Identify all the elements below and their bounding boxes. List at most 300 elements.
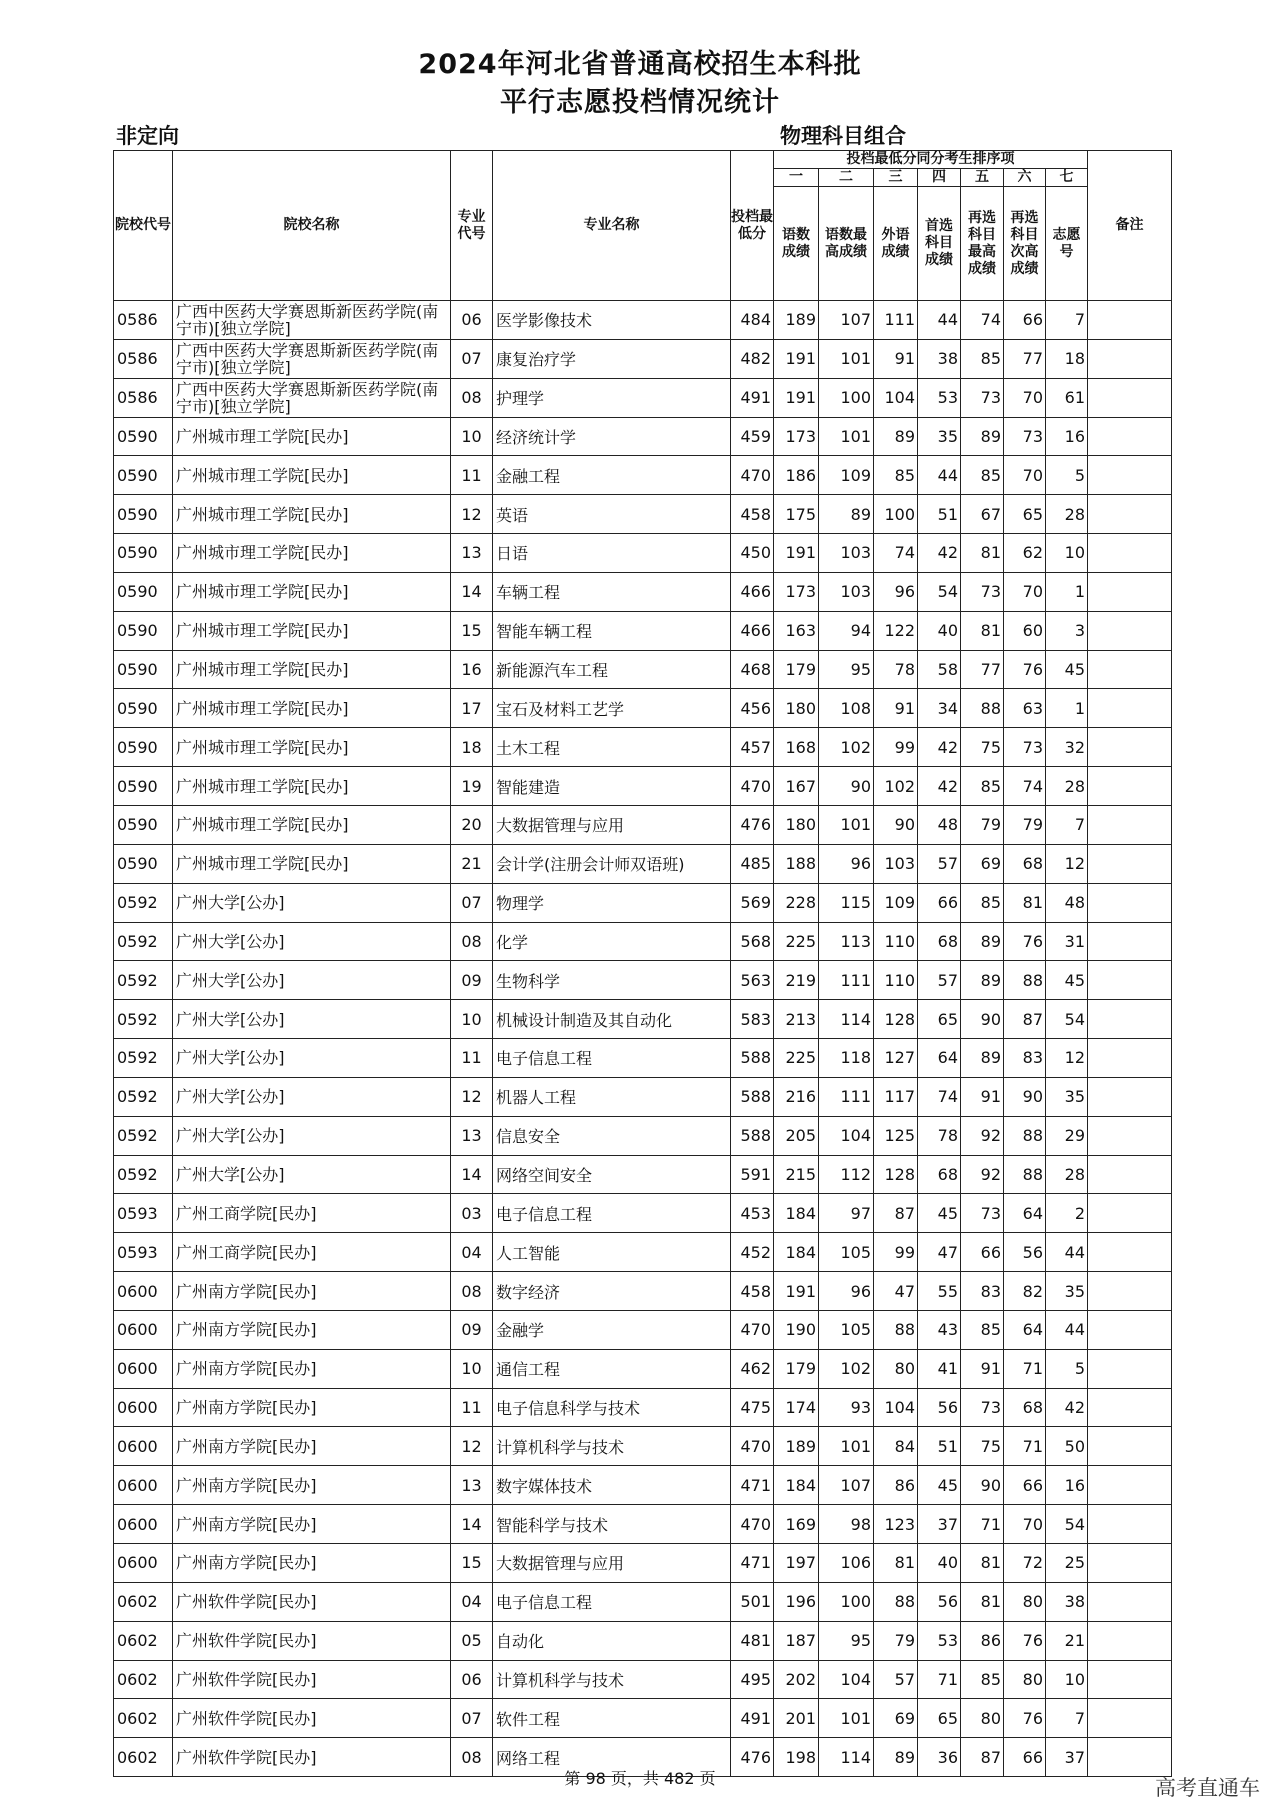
cell-rank-2: 100 xyxy=(819,1582,874,1621)
cell-rank-7: 38 xyxy=(1046,1582,1088,1621)
cell-min-score: 452 xyxy=(731,1233,774,1272)
cell-rank-2: 103 xyxy=(819,572,874,611)
subject-group-label: 物理科目组合 xyxy=(780,124,906,148)
cell-rank-4: 68 xyxy=(918,922,961,961)
cell-major-code: 12 xyxy=(451,495,493,534)
cell-school-name: 广州南方学院[民办] xyxy=(173,1544,451,1583)
cell-min-score: 569 xyxy=(731,883,774,922)
cell-min-score: 459 xyxy=(731,417,774,456)
cell-rank-1: 205 xyxy=(774,1116,819,1155)
cell-rank-3: 111 xyxy=(874,301,918,340)
cell-min-score: 458 xyxy=(731,1272,774,1311)
header-min-score: 投档最低分 xyxy=(731,151,774,301)
cell-min-score: 495 xyxy=(731,1660,774,1699)
cell-rank-2: 100 xyxy=(819,378,874,417)
cell-school-code: 0590 xyxy=(114,456,173,495)
cell-rank-6: 70 xyxy=(1004,1505,1046,1544)
table-row xyxy=(114,805,1172,844)
cell-rank-5: 90 xyxy=(961,1000,1004,1039)
cell-rank-2: 90 xyxy=(819,767,874,806)
header-rank-2: 二 xyxy=(819,169,874,187)
cell-rank-2: 96 xyxy=(819,1272,874,1311)
cell-major-name: 机器人工程 xyxy=(493,1077,731,1116)
header-rank-item-2: 语数最高成绩 xyxy=(819,187,874,301)
cell-rank-4: 45 xyxy=(918,1194,961,1233)
cell-rank-3: 110 xyxy=(874,922,918,961)
cell-rank-4: 71 xyxy=(918,1660,961,1699)
cell-school-name: 广州南方学院[民办] xyxy=(173,1427,451,1466)
cell-major-name: 机械设计制造及其自动化 xyxy=(493,1000,731,1039)
cell-rank-2: 115 xyxy=(819,883,874,922)
cell-school-code: 0602 xyxy=(114,1621,173,1660)
cell-major-code: 13 xyxy=(451,1116,493,1155)
cell-rank-7: 45 xyxy=(1046,961,1088,1000)
cell-remark xyxy=(1088,1427,1172,1466)
cell-school-code: 0600 xyxy=(114,1310,173,1349)
cell-rank-7: 35 xyxy=(1046,1272,1088,1311)
cell-rank-6: 63 xyxy=(1004,689,1046,728)
cell-major-code: 14 xyxy=(451,572,493,611)
cell-rank-1: 184 xyxy=(774,1233,819,1272)
cell-school-name: 广州软件学院[民办] xyxy=(173,1621,451,1660)
cell-rank-6: 65 xyxy=(1004,495,1046,534)
cell-min-score: 457 xyxy=(731,728,774,767)
cell-rank-5: 83 xyxy=(961,1272,1004,1311)
cell-min-score: 588 xyxy=(731,1116,774,1155)
cell-rank-2: 112 xyxy=(819,1155,874,1194)
cell-min-score: 470 xyxy=(731,456,774,495)
cell-school-name: 广州城市理工学院[民办] xyxy=(173,572,451,611)
cell-rank-2: 89 xyxy=(819,495,874,534)
cell-rank-6: 77 xyxy=(1004,339,1046,378)
cell-rank-7: 7 xyxy=(1046,301,1088,340)
cell-rank-4: 42 xyxy=(918,534,961,573)
cell-school-name: 广州南方学院[民办] xyxy=(173,1272,451,1311)
cell-rank-4: 42 xyxy=(918,728,961,767)
table-row xyxy=(114,1466,1172,1505)
cell-school-code: 0590 xyxy=(114,495,173,534)
cell-remark xyxy=(1088,339,1172,378)
cell-school-name: 广州南方学院[民办] xyxy=(173,1310,451,1349)
cell-school-code: 0593 xyxy=(114,1194,173,1233)
cell-rank-4: 38 xyxy=(918,339,961,378)
cell-rank-2: 104 xyxy=(819,1660,874,1699)
cell-rank-1: 163 xyxy=(774,611,819,650)
cell-remark xyxy=(1088,1699,1172,1738)
cell-rank-1: 191 xyxy=(774,1272,819,1311)
cell-remark xyxy=(1088,844,1172,883)
cell-rank-7: 7 xyxy=(1046,805,1088,844)
cell-rank-2: 118 xyxy=(819,1039,874,1078)
cell-remark xyxy=(1088,378,1172,417)
cell-rank-3: 104 xyxy=(874,1388,918,1427)
cell-major-code: 15 xyxy=(451,1544,493,1583)
cell-min-score: 476 xyxy=(731,805,774,844)
cell-rank-1: 173 xyxy=(774,417,819,456)
cell-major-name: 数字媒体技术 xyxy=(493,1466,731,1505)
table-row xyxy=(114,417,1172,456)
cell-rank-4: 34 xyxy=(918,689,961,728)
cell-rank-6: 81 xyxy=(1004,883,1046,922)
cell-min-score: 484 xyxy=(731,301,774,340)
cell-rank-3: 79 xyxy=(874,1621,918,1660)
cell-school-name: 广州城市理工学院[民办] xyxy=(173,456,451,495)
cell-remark xyxy=(1088,1505,1172,1544)
cell-major-name: 车辆工程 xyxy=(493,572,731,611)
cell-school-code: 0586 xyxy=(114,339,173,378)
cell-min-score: 470 xyxy=(731,1310,774,1349)
cell-rank-3: 109 xyxy=(874,883,918,922)
cell-school-name: 广西中医药大学赛恩斯新医药学院(南宁市)[独立学院] xyxy=(173,378,451,417)
cell-remark xyxy=(1088,767,1172,806)
cell-major-name: 宝石及材料工艺学 xyxy=(493,689,731,728)
cell-rank-1: 216 xyxy=(774,1077,819,1116)
cell-rank-5: 89 xyxy=(961,417,1004,456)
cell-rank-1: 191 xyxy=(774,378,819,417)
cell-major-code: 12 xyxy=(451,1427,493,1466)
cell-remark xyxy=(1088,922,1172,961)
cell-major-name: 大数据管理与应用 xyxy=(493,1544,731,1583)
cell-remark xyxy=(1088,1077,1172,1116)
cell-rank-3: 80 xyxy=(874,1349,918,1388)
cell-rank-2: 97 xyxy=(819,1194,874,1233)
cell-school-code: 0590 xyxy=(114,805,173,844)
cell-rank-7: 1 xyxy=(1046,689,1088,728)
cell-rank-5: 81 xyxy=(961,534,1004,573)
cell-rank-3: 74 xyxy=(874,534,918,573)
cell-rank-5: 85 xyxy=(961,1660,1004,1699)
cell-rank-3: 90 xyxy=(874,805,918,844)
header-rank-item-1: 语数成绩 xyxy=(774,187,819,301)
cell-school-name: 广州城市理工学院[民办] xyxy=(173,689,451,728)
cell-major-code: 19 xyxy=(451,767,493,806)
cell-rank-1: 173 xyxy=(774,572,819,611)
cell-major-code: 06 xyxy=(451,1660,493,1699)
cell-school-name: 广州南方学院[民办] xyxy=(173,1388,451,1427)
cell-rank-6: 66 xyxy=(1004,1466,1046,1505)
cell-major-code: 07 xyxy=(451,339,493,378)
cell-rank-7: 5 xyxy=(1046,456,1088,495)
cell-rank-6: 66 xyxy=(1004,1738,1046,1777)
cell-remark xyxy=(1088,1194,1172,1233)
cell-remark xyxy=(1088,1155,1172,1194)
cell-school-code: 0602 xyxy=(114,1660,173,1699)
cell-rank-4: 68 xyxy=(918,1155,961,1194)
cell-rank-2: 98 xyxy=(819,1505,874,1544)
cell-rank-6: 73 xyxy=(1004,728,1046,767)
cell-rank-5: 75 xyxy=(961,728,1004,767)
cell-rank-7: 12 xyxy=(1046,844,1088,883)
cell-rank-3: 96 xyxy=(874,572,918,611)
cell-school-name: 广州城市理工学院[民办] xyxy=(173,495,451,534)
cell-major-name: 化学 xyxy=(493,922,731,961)
cell-min-score: 470 xyxy=(731,1505,774,1544)
admission-table xyxy=(113,150,1172,1777)
header-rank-7: 七 xyxy=(1046,169,1088,187)
cell-school-code: 0600 xyxy=(114,1272,173,1311)
cell-school-name: 广州大学[公办] xyxy=(173,883,451,922)
cell-min-score: 568 xyxy=(731,922,774,961)
cell-major-name: 网络空间安全 xyxy=(493,1155,731,1194)
cell-rank-6: 71 xyxy=(1004,1427,1046,1466)
cell-school-name: 广州大学[公办] xyxy=(173,922,451,961)
cell-rank-7: 2 xyxy=(1046,1194,1088,1233)
cell-school-name: 广州城市理工学院[民办] xyxy=(173,844,451,883)
cell-rank-6: 76 xyxy=(1004,922,1046,961)
cell-rank-5: 73 xyxy=(961,378,1004,417)
cell-rank-2: 94 xyxy=(819,611,874,650)
cell-rank-5: 89 xyxy=(961,961,1004,1000)
cell-major-code: 07 xyxy=(451,1699,493,1738)
header-rank-item-3: 外语成绩 xyxy=(874,187,918,301)
cell-min-score: 476 xyxy=(731,1738,774,1777)
cell-rank-1: 213 xyxy=(774,1000,819,1039)
cell-school-code: 0592 xyxy=(114,1116,173,1155)
table-row xyxy=(114,572,1172,611)
cell-major-name: 日语 xyxy=(493,534,731,573)
cell-major-name: 土木工程 xyxy=(493,728,731,767)
cell-school-name: 广州大学[公办] xyxy=(173,1155,451,1194)
cell-rank-5: 85 xyxy=(961,339,1004,378)
cell-rank-4: 51 xyxy=(918,495,961,534)
header-major-code: 专业代号 xyxy=(451,151,493,301)
cell-rank-7: 12 xyxy=(1046,1039,1088,1078)
cell-rank-3: 99 xyxy=(874,1233,918,1272)
cell-min-score: 588 xyxy=(731,1039,774,1078)
cell-major-name: 生物科学 xyxy=(493,961,731,1000)
cell-remark xyxy=(1088,883,1172,922)
cell-rank-6: 76 xyxy=(1004,1699,1046,1738)
cell-school-code: 0590 xyxy=(114,572,173,611)
cell-rank-7: 35 xyxy=(1046,1077,1088,1116)
cell-school-name: 广州软件学院[民办] xyxy=(173,1660,451,1699)
cell-rank-4: 57 xyxy=(918,961,961,1000)
cell-rank-7: 44 xyxy=(1046,1233,1088,1272)
cell-rank-2: 102 xyxy=(819,728,874,767)
cell-school-name: 广州大学[公办] xyxy=(173,1000,451,1039)
cell-school-code: 0592 xyxy=(114,1155,173,1194)
cell-min-score: 591 xyxy=(731,1155,774,1194)
cell-rank-5: 92 xyxy=(961,1116,1004,1155)
cell-school-name: 广州软件学院[民办] xyxy=(173,1738,451,1777)
cell-major-name: 金融学 xyxy=(493,1310,731,1349)
cell-rank-2: 102 xyxy=(819,1349,874,1388)
cell-remark xyxy=(1088,1466,1172,1505)
cell-min-score: 563 xyxy=(731,961,774,1000)
header-rank-item-5: 再选科目最高成绩 xyxy=(961,187,1004,301)
cell-rank-3: 84 xyxy=(874,1427,918,1466)
cell-rank-7: 29 xyxy=(1046,1116,1088,1155)
cell-rank-4: 44 xyxy=(918,301,961,340)
cell-rank-4: 78 xyxy=(918,1116,961,1155)
cell-remark xyxy=(1088,1272,1172,1311)
cell-rank-2: 108 xyxy=(819,689,874,728)
cell-rank-2: 114 xyxy=(819,1000,874,1039)
cell-rank-6: 64 xyxy=(1004,1194,1046,1233)
cell-school-name: 广州城市理工学院[民办] xyxy=(173,417,451,456)
table-row xyxy=(114,1388,1172,1427)
table-row xyxy=(114,1039,1172,1078)
cell-min-score: 491 xyxy=(731,378,774,417)
cell-rank-2: 96 xyxy=(819,844,874,883)
cell-rank-5: 81 xyxy=(961,611,1004,650)
cell-rank-7: 61 xyxy=(1046,378,1088,417)
category-label: 非定向 xyxy=(116,124,179,148)
cell-rank-3: 85 xyxy=(874,456,918,495)
cell-school-name: 广西中医药大学赛恩斯新医药学院(南宁市)[独立学院] xyxy=(173,339,451,378)
cell-rank-4: 40 xyxy=(918,611,961,650)
cell-rank-5: 71 xyxy=(961,1505,1004,1544)
cell-school-name: 广州软件学院[民办] xyxy=(173,1699,451,1738)
cell-remark xyxy=(1088,1000,1172,1039)
cell-school-name: 广州大学[公办] xyxy=(173,1039,451,1078)
table-row xyxy=(114,611,1172,650)
cell-rank-6: 80 xyxy=(1004,1660,1046,1699)
cell-rank-5: 85 xyxy=(961,767,1004,806)
cell-rank-6: 90 xyxy=(1004,1077,1046,1116)
cell-rank-1: 225 xyxy=(774,922,819,961)
table-row xyxy=(114,1233,1172,1272)
cell-rank-1: 190 xyxy=(774,1310,819,1349)
table-row xyxy=(114,1699,1172,1738)
cell-rank-7: 32 xyxy=(1046,728,1088,767)
table-row xyxy=(114,961,1172,1000)
cell-major-code: 17 xyxy=(451,689,493,728)
cell-major-name: 电子信息科学与技术 xyxy=(493,1388,731,1427)
table-row xyxy=(114,534,1172,573)
table-row xyxy=(114,1272,1172,1311)
cell-rank-7: 37 xyxy=(1046,1738,1088,1777)
cell-major-code: 08 xyxy=(451,1738,493,1777)
cell-rank-2: 113 xyxy=(819,922,874,961)
cell-rank-5: 91 xyxy=(961,1349,1004,1388)
cell-rank-2: 107 xyxy=(819,1466,874,1505)
cell-major-name: 人工智能 xyxy=(493,1233,731,1272)
cell-rank-4: 66 xyxy=(918,883,961,922)
cell-school-code: 0602 xyxy=(114,1738,173,1777)
cell-remark xyxy=(1088,1544,1172,1583)
cell-major-name: 大数据管理与应用 xyxy=(493,805,731,844)
cell-min-score: 583 xyxy=(731,1000,774,1039)
cell-rank-1: 180 xyxy=(774,689,819,728)
cell-rank-5: 69 xyxy=(961,844,1004,883)
cell-rank-7: 3 xyxy=(1046,611,1088,650)
table-row xyxy=(114,1621,1172,1660)
cell-remark xyxy=(1088,1116,1172,1155)
page-subtitle: 平行志愿投档情况统计 xyxy=(500,87,780,118)
table-row xyxy=(114,767,1172,806)
cell-rank-5: 90 xyxy=(961,1466,1004,1505)
cell-min-score: 468 xyxy=(731,650,774,689)
cell-rank-2: 106 xyxy=(819,1544,874,1583)
cell-remark xyxy=(1088,1582,1172,1621)
cell-remark xyxy=(1088,572,1172,611)
cell-remark xyxy=(1088,1310,1172,1349)
cell-major-code: 20 xyxy=(451,805,493,844)
table-row xyxy=(114,650,1172,689)
cell-rank-3: 128 xyxy=(874,1155,918,1194)
cell-rank-7: 28 xyxy=(1046,1155,1088,1194)
table-row xyxy=(114,1660,1172,1699)
cell-rank-2: 101 xyxy=(819,1427,874,1466)
cell-rank-1: 191 xyxy=(774,339,819,378)
cell-major-name: 智能建造 xyxy=(493,767,731,806)
cell-major-name: 网络工程 xyxy=(493,1738,731,1777)
cell-rank-6: 73 xyxy=(1004,417,1046,456)
cell-min-score: 482 xyxy=(731,339,774,378)
cell-school-code: 0590 xyxy=(114,417,173,456)
cell-school-code: 0590 xyxy=(114,767,173,806)
cell-major-code: 10 xyxy=(451,1000,493,1039)
cell-rank-5: 75 xyxy=(961,1427,1004,1466)
cell-major-code: 12 xyxy=(451,1077,493,1116)
cell-min-score: 481 xyxy=(731,1621,774,1660)
cell-major-code: 08 xyxy=(451,1272,493,1311)
cell-major-code: 11 xyxy=(451,1039,493,1078)
cell-min-score: 470 xyxy=(731,767,774,806)
header-school-code: 院校代号 xyxy=(114,151,173,301)
cell-rank-5: 87 xyxy=(961,1738,1004,1777)
cell-rank-6: 72 xyxy=(1004,1544,1046,1583)
cell-rank-3: 69 xyxy=(874,1699,918,1738)
cell-major-code: 13 xyxy=(451,534,493,573)
cell-rank-3: 88 xyxy=(874,1582,918,1621)
cell-major-name: 计算机科学与技术 xyxy=(493,1427,731,1466)
cell-rank-1: 188 xyxy=(774,844,819,883)
table-row xyxy=(114,1194,1172,1233)
cell-min-score: 471 xyxy=(731,1544,774,1583)
cell-rank-1: 191 xyxy=(774,534,819,573)
cell-rank-4: 37 xyxy=(918,1505,961,1544)
cell-rank-1: 167 xyxy=(774,767,819,806)
cell-rank-1: 197 xyxy=(774,1544,819,1583)
cell-rank-3: 100 xyxy=(874,495,918,534)
header-rank-5: 五 xyxy=(961,169,1004,187)
cell-major-name: 经济统计学 xyxy=(493,417,731,456)
table-row xyxy=(114,728,1172,767)
cell-rank-7: 31 xyxy=(1046,922,1088,961)
table-row xyxy=(114,1349,1172,1388)
cell-rank-4: 65 xyxy=(918,1699,961,1738)
cell-rank-6: 88 xyxy=(1004,1116,1046,1155)
cell-rank-4: 40 xyxy=(918,1544,961,1583)
cell-rank-3: 103 xyxy=(874,844,918,883)
cell-remark xyxy=(1088,1349,1172,1388)
cell-rank-5: 89 xyxy=(961,1039,1004,1078)
watermark: 高考直通车 xyxy=(1155,1776,1260,1800)
cell-rank-6: 76 xyxy=(1004,1621,1046,1660)
cell-remark xyxy=(1088,417,1172,456)
cell-school-code: 0590 xyxy=(114,689,173,728)
cell-school-name: 广州大学[公办] xyxy=(173,1077,451,1116)
cell-school-code: 0590 xyxy=(114,650,173,689)
cell-rank-7: 50 xyxy=(1046,1427,1088,1466)
cell-rank-6: 62 xyxy=(1004,534,1046,573)
cell-rank-1: 189 xyxy=(774,1427,819,1466)
cell-rank-3: 125 xyxy=(874,1116,918,1155)
cell-major-code: 11 xyxy=(451,1388,493,1427)
cell-rank-5: 92 xyxy=(961,1155,1004,1194)
cell-rank-2: 111 xyxy=(819,961,874,1000)
cell-rank-1: 219 xyxy=(774,961,819,1000)
cell-major-name: 新能源汽车工程 xyxy=(493,650,731,689)
cell-min-score: 453 xyxy=(731,1194,774,1233)
cell-rank-3: 47 xyxy=(874,1272,918,1311)
cell-min-score: 466 xyxy=(731,611,774,650)
cell-rank-3: 87 xyxy=(874,1194,918,1233)
cell-rank-6: 56 xyxy=(1004,1233,1046,1272)
cell-rank-5: 79 xyxy=(961,805,1004,844)
